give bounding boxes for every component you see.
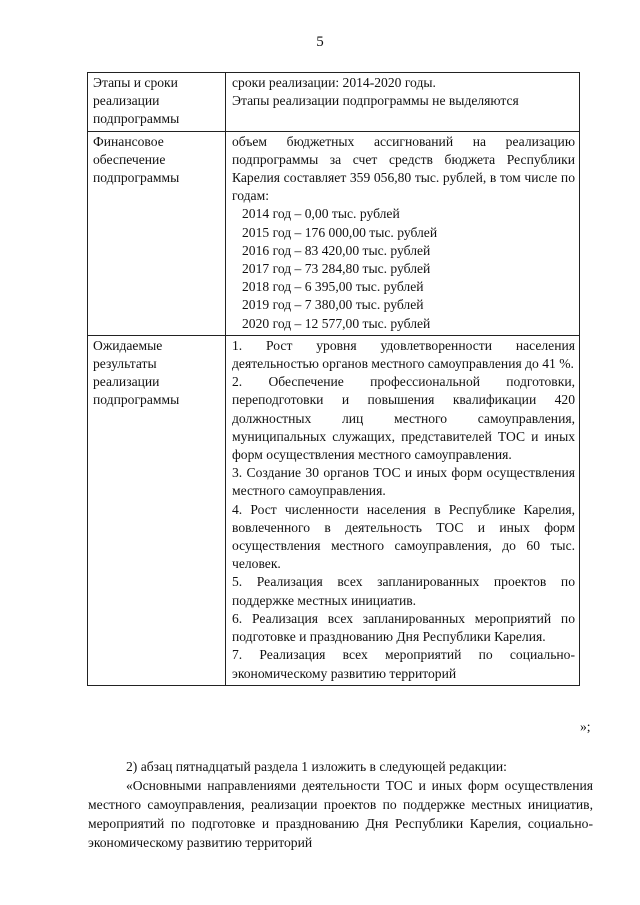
financing-year: 2014 год – 0,00 тыс. рублей bbox=[242, 206, 400, 222]
label-line: подпрограммы bbox=[93, 170, 180, 186]
table-row bbox=[88, 73, 580, 132]
label-line: Ожидаемые bbox=[93, 337, 163, 353]
table-row bbox=[88, 335, 580, 685]
label-line: подпрограммы bbox=[93, 392, 180, 408]
result-item: 6. Реализация всех запланированных мероприятий по подготовке и празднованию Дня Республики Карелия. bbox=[232, 610, 575, 645]
paragraph: «Основными направлениями деятельности ТОС и иных форм осуществления местного самоуправления, реализации проектов по поддержке местных инициатив, мероприятий по подготовке и празднованию Дня Республики Карелия, социально-экономическому развитию территорий bbox=[88, 778, 593, 850]
row-label bbox=[88, 335, 226, 685]
closing-quote-mark: »; bbox=[580, 719, 591, 734]
financing-year: 2015 год – 176 000,00 тыс. рублей bbox=[242, 224, 438, 240]
row-value bbox=[226, 73, 580, 132]
value-line: сроки реализации: 2014-2020 годы. bbox=[232, 75, 436, 90]
subprogram-passport-table bbox=[87, 72, 580, 686]
result-item: 7. Реализация всех мероприятий по социально-экономическому развитию территорий bbox=[232, 647, 575, 681]
table-row bbox=[88, 131, 580, 335]
label-line: реализации bbox=[93, 93, 160, 109]
result-item: 3. Создание 30 органов ТОС и иных форм осуществления местного самоуправления. bbox=[232, 465, 575, 499]
value-line: Этапы реализации подпрограммы не выделяются bbox=[232, 93, 519, 109]
label-line: обеспечение bbox=[93, 151, 166, 167]
row-value bbox=[226, 131, 580, 335]
result-item: 4. Рост численности населения в Республике Карелия, вовлеченного в деятельность ТОС и иных форм осуществления местного самоуправления, до 60 тыс. человек. bbox=[232, 501, 575, 572]
label-line: Этапы и сроки bbox=[93, 75, 178, 90]
result-item: 1. Рост уровня удовлетворенности населения деятельностью органов местного самоуправления до 41 %. bbox=[232, 337, 575, 372]
result-item: 5. Реализация всех запланированных проектов по поддержке местных инициатив. bbox=[232, 574, 575, 608]
amendment-text bbox=[88, 757, 593, 852]
result-item: 2. Обеспечение профессиональной подготовки, переподготовки и повышения квалификации 420 должностных лиц местного самоуправления, муниципальных служащих, представителей ТОС и иных форм осуществления местного самоуправления. bbox=[232, 374, 575, 463]
label-line: реализации bbox=[93, 374, 160, 390]
financing-year: 2017 год – 73 284,80 тыс. рублей bbox=[242, 261, 431, 277]
financing-year: 2018 год – 6 395,00 тыс. рублей bbox=[242, 279, 424, 295]
label-line: подпрограммы bbox=[93, 111, 180, 127]
label-line: результаты bbox=[93, 356, 157, 372]
label-line: Финансовое bbox=[93, 133, 164, 149]
financing-year: 2019 год – 7 380,00 тыс. рублей bbox=[242, 297, 424, 313]
row-label bbox=[88, 73, 226, 132]
row-value bbox=[226, 335, 580, 685]
paragraph: 2) абзац пятнадцатый раздела 1 изложить в следующей редакции: bbox=[126, 759, 507, 774]
financing-intro: объем бюджетных ассигнований на реализацию подпрограммы за счет средств бюджета Республики Карелия составляет 359 056,80 тыс. рублей, в том числе по годам: bbox=[232, 133, 575, 204]
page-number: 5 bbox=[316, 34, 324, 50]
financing-year: 2016 год – 83 420,00 тыс. рублей bbox=[242, 242, 431, 258]
financing-year: 2020 год – 12 577,00 тыс. рублей bbox=[242, 315, 431, 331]
row-label bbox=[88, 131, 226, 335]
